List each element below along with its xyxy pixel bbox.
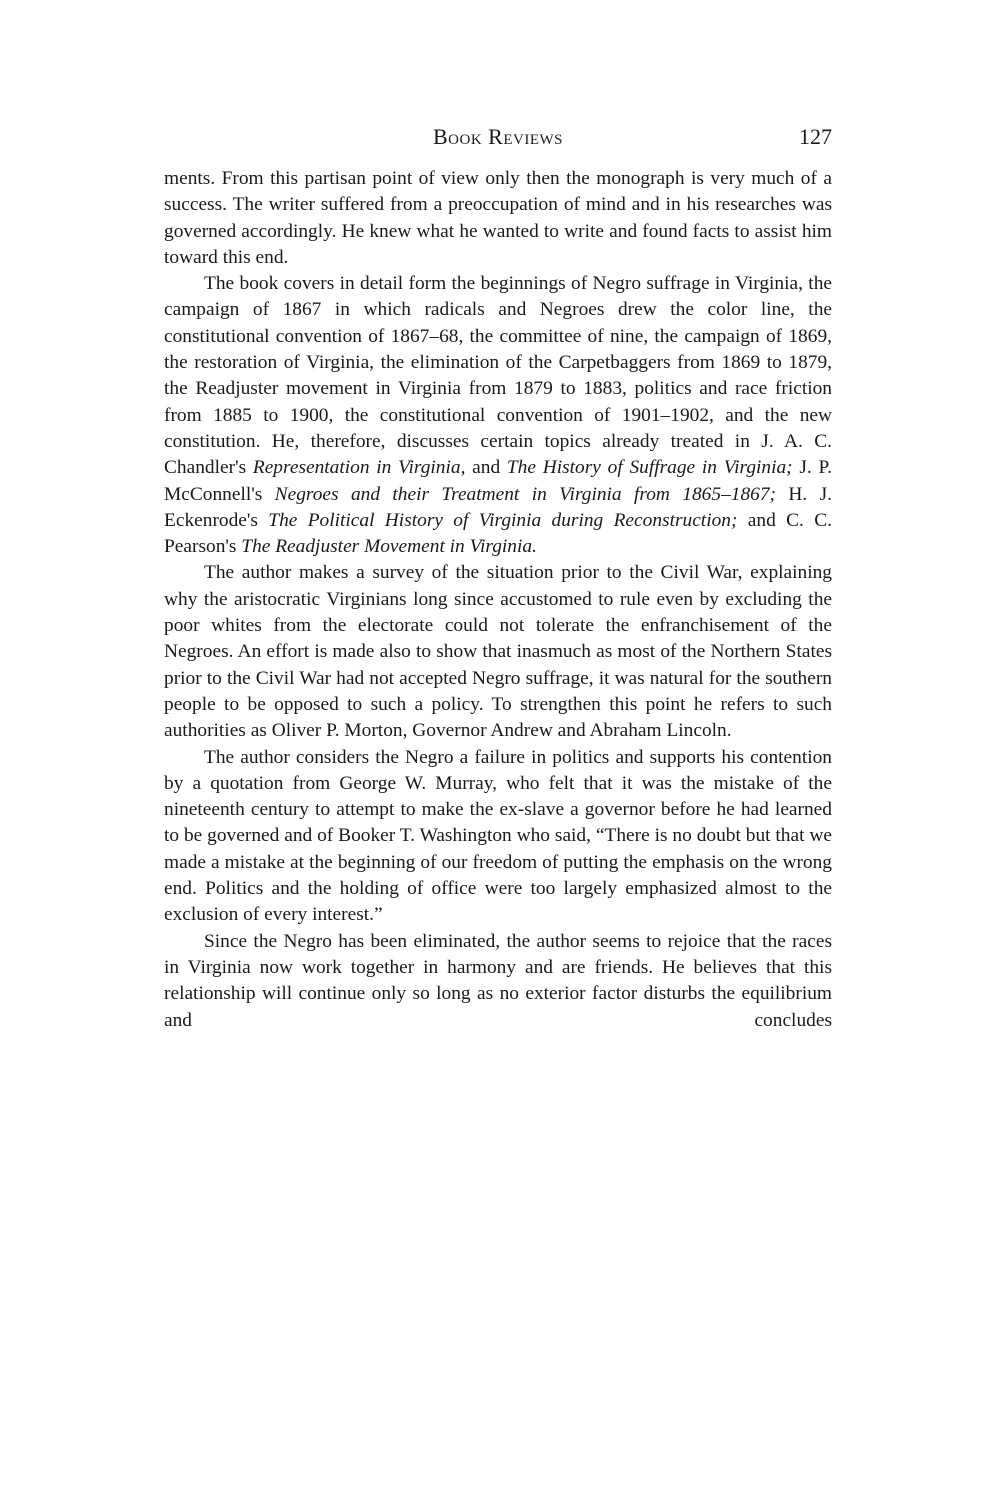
title-negroes-and-their-treatment: Negroes and their Treatment in Virginia from 1865–1867;	[274, 483, 776, 505]
paragraph-2-text-5: and C. C. Pearson's	[164, 509, 832, 558]
paragraph-5: Since the Negro has been eliminated, the author seems to rejoice that the races in Virginia now work together in harmony and are friends. He believes that this relationship will continue only so long as no exterior factor disturbs the equilibrium and concludes	[164, 930, 832, 1031]
paragraph-4: The author considers the Negro a failure in politics and supports his contention by a quotation from George W. Murray, who felt that it was the mistake of the nineteenth century to attempt to make the ex-slave a governor before he had learned to be governed and of Booker T. Washington who said, “There is no doubt but that we made a mistake at the beginning of our freedom of putting the emphasis on the wrong end. Politics and the holding of office were too largely emphasized almost to the exclusion of every interest.”	[164, 746, 832, 926]
book-page	[164, 124, 832, 1034]
title-readjuster-movement: The Readjuster Movement in Virginia.	[241, 536, 537, 558]
paragraph-3: The author makes a survey of the situation prior to the Civil War, explaining why the aristocratic Virginians long since accustomed to rule even by excluding the poor whites from the electorate could not tolerate the enfranchisement of the Negroes. An effort is made also to show that inasmuch as most of the Northern States prior to the Civil War had not accepted Negro suffrage, it was natural for the southern people to be opposed to such a policy. To strengthen this point he refers to such authorities as Oliver P. Morton, Governor Andrew and Abraham Lincoln.	[164, 562, 832, 742]
title-history-of-suffrage: The History of Suffrage in Virginia;	[506, 457, 793, 479]
paragraph-2-text-3: J. P. McConnell's	[164, 457, 832, 505]
title-representation-in-virginia: Representation in Virginia,	[252, 457, 466, 479]
running-header	[164, 124, 832, 154]
paragraph-2	[164, 271, 832, 560]
paragraph-1: ments. From this partisan point of view only then the monograph is very much of a success. The writer suffered from a preoccupation of mind and in his researches was governed accordingly. He knew what he wanted to write and found facts to assist him toward this end.	[164, 168, 832, 268]
paragraph-2-text-2: and	[465, 457, 507, 479]
page-number: 127	[799, 124, 832, 149]
paragraph-2-text-1: The book covers in detail form the beginnings of Negro suffrage in Virginia, the campaign of 1867 in which radicals and Negroes drew the color line, the constitutional convention of 1867–68, the committee of nine, the campaign of 1869, the restoration of Virginia, the elimination of the Carpetbaggers from 1869 to 1879, the Readjuster movement in Virginia from 1879 to 1883, politics and race friction from 1885 to 1900, the constitutional convention of 1901–1902, and the new constitution. He, therefore, discusses certain topics already treated in J. A. C. Chandler's	[164, 273, 832, 479]
paragraph-2-text-4: H. J. Eckenrode's	[164, 483, 832, 531]
title-political-history-of-virginia: The Political History of Virginia during Reconstruction;	[268, 509, 738, 531]
review-body	[164, 166, 832, 1034]
running-title: Book Reviews	[433, 124, 563, 149]
